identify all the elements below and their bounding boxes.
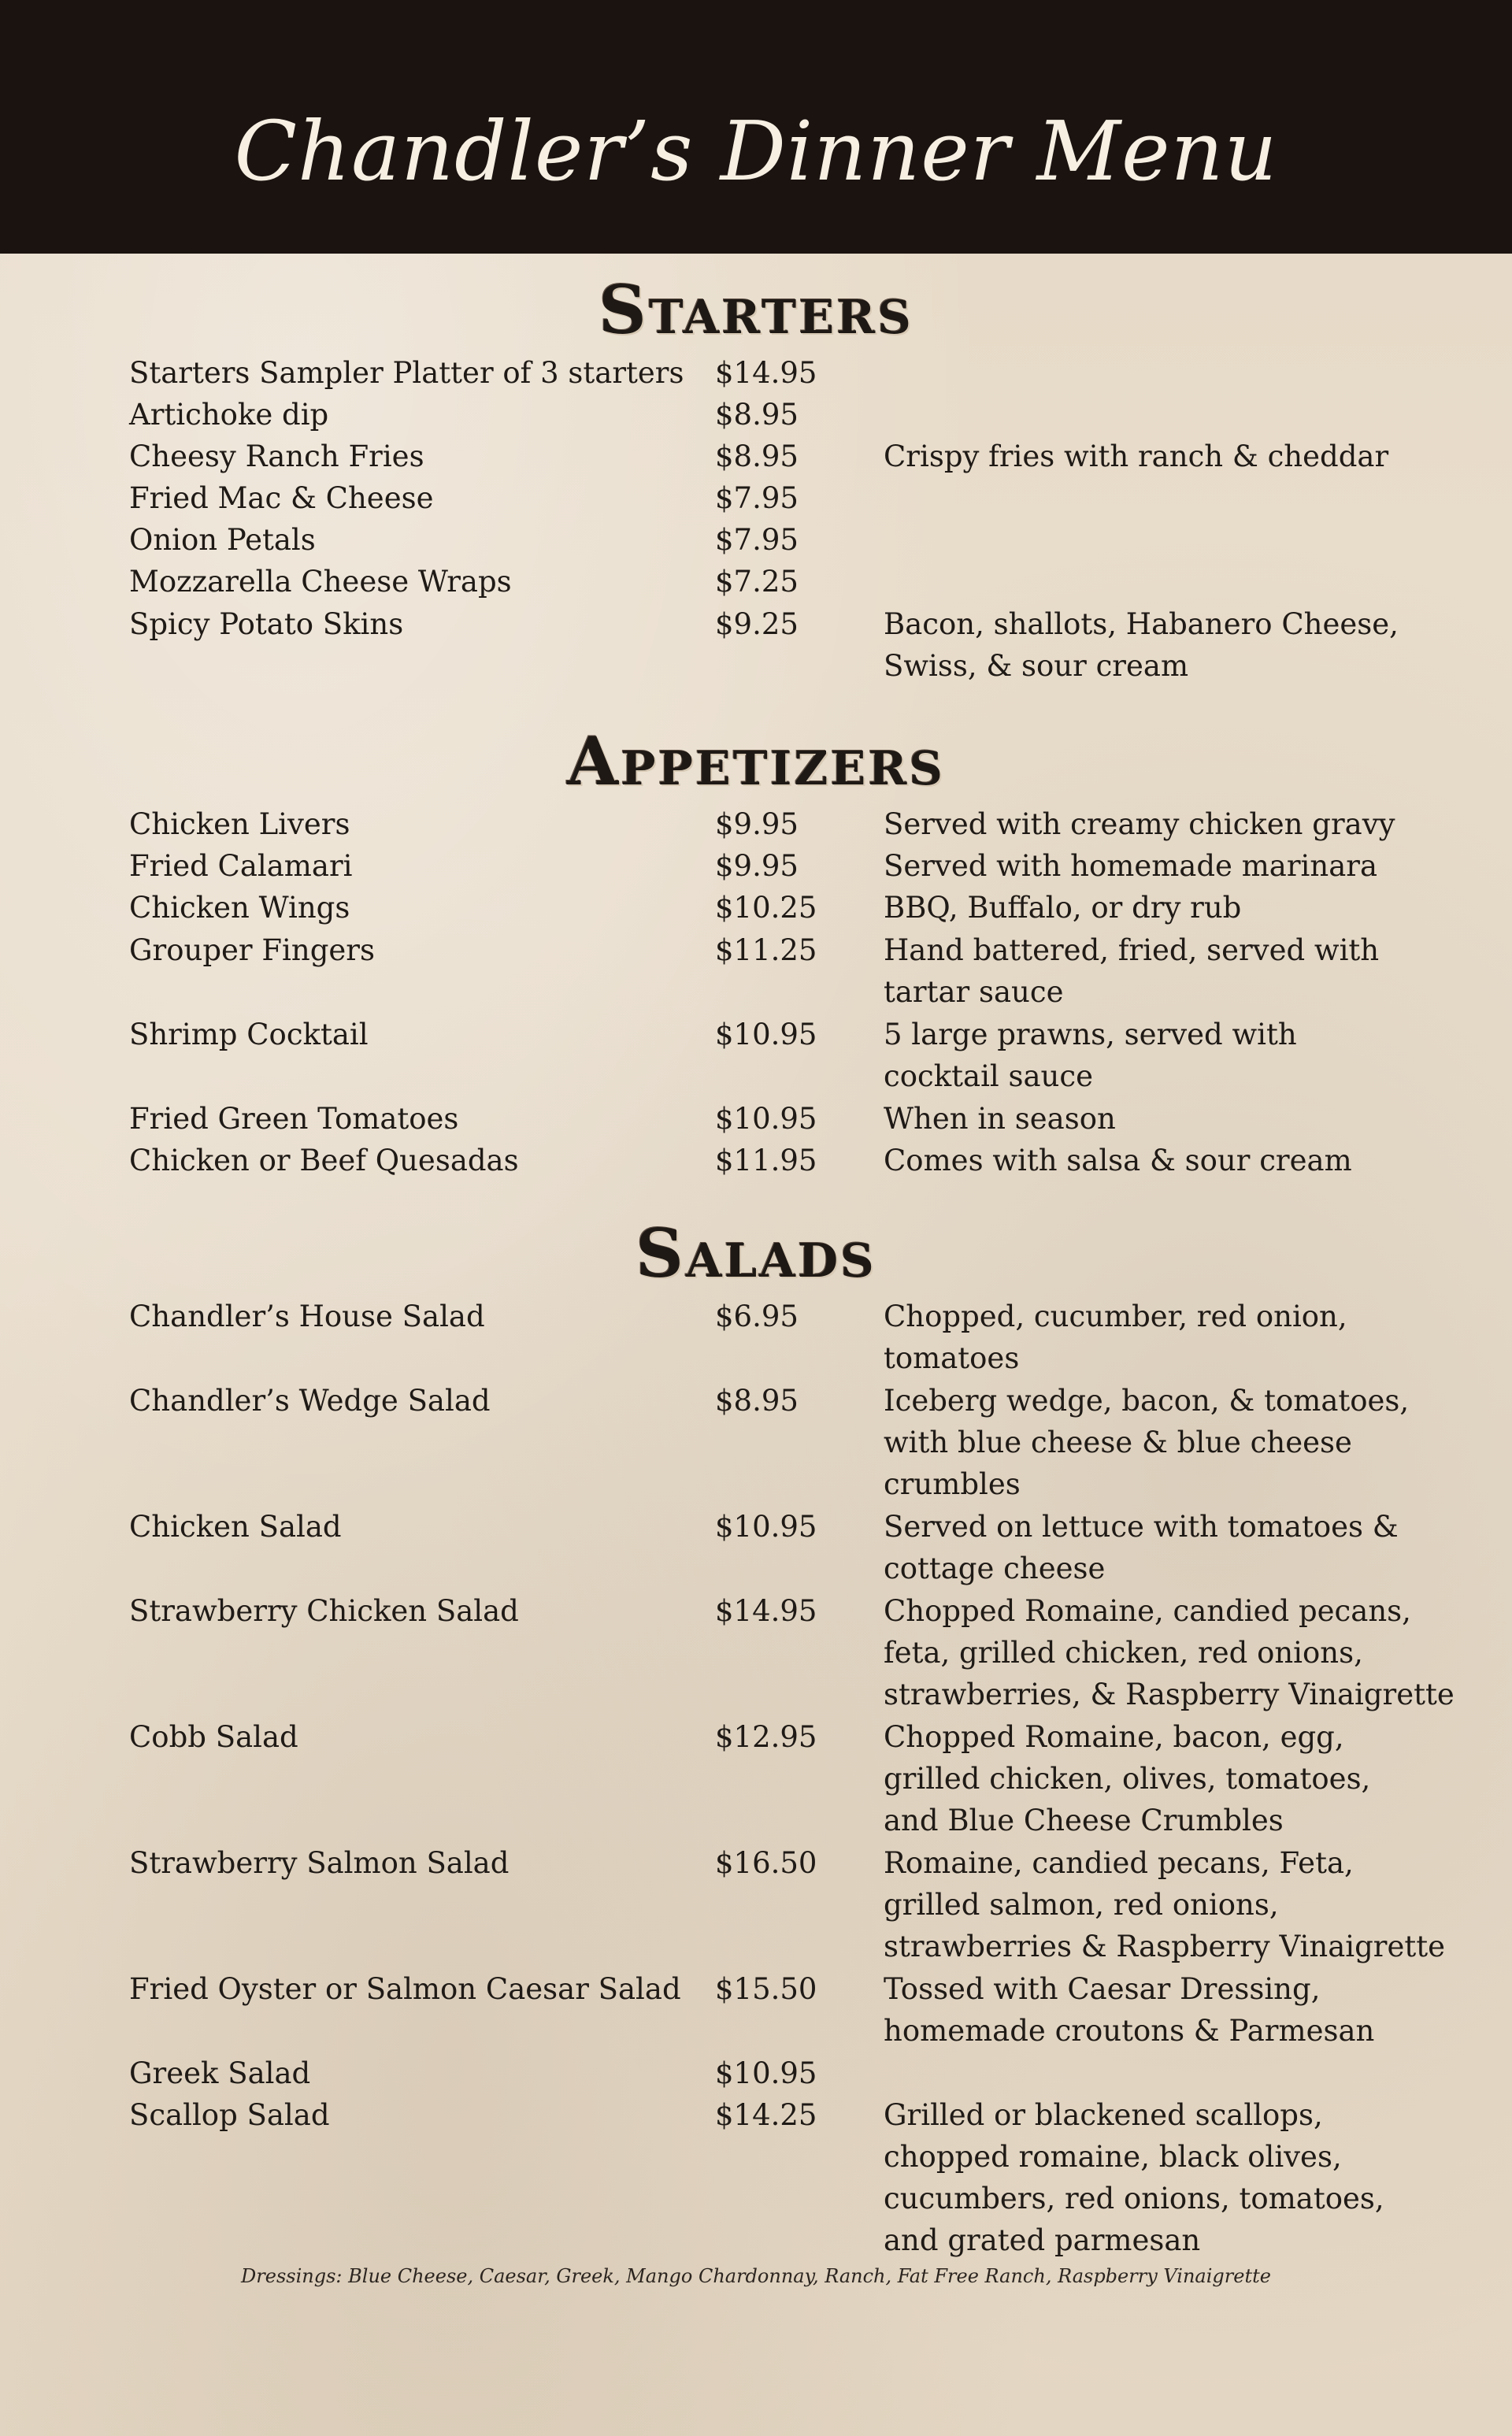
item-price: $8.95 (715, 439, 799, 473)
menu-title: Chandler’s Dinner Menu (234, 103, 1278, 199)
item-description: with blue cheese & blue cheese (884, 1426, 1352, 1459)
item-name: Mozzarella Cheese Wraps (129, 565, 512, 599)
item-description: feta, grilled chicken, red onions, (884, 1636, 1363, 1670)
item-description: Crispy fries with ranch & cheddar (884, 439, 1389, 473)
item-price: $10.95 (715, 1102, 817, 1136)
item-name: Artichoke dip (129, 398, 329, 432)
item-price: $7.95 (715, 481, 799, 515)
item-description: Chopped Romaine, bacon, egg, (884, 1720, 1344, 1754)
item-price: $14.95 (715, 356, 817, 390)
item-name: Strawberry Chicken Salad (129, 1594, 519, 1628)
item-price: $9.95 (715, 849, 799, 883)
item-price: $8.95 (715, 1384, 799, 1418)
item-name: Greek Salad (129, 2056, 311, 2090)
item-description: BBQ, Buffalo, or dry rub (884, 891, 1242, 925)
item-name: Chandler’s House Salad (129, 1300, 485, 1333)
item-description: tomatoes (884, 1341, 1020, 1375)
item-name: Chicken Livers (129, 807, 350, 841)
item-description: cottage cheese (884, 1552, 1106, 1585)
item-description: Tossed with Caesar Dressing, (884, 1972, 1321, 2006)
item-name: Scallop Salad (129, 2098, 330, 2132)
item-name: Chicken Salad (129, 1510, 342, 1544)
item-description: Chopped, cucumber, red onion, (884, 1300, 1347, 1333)
item-description: chopped romaine, black olives, (884, 2140, 1342, 2174)
item-name: Fried Calamari (129, 849, 353, 883)
item-description: Iceberg wedge, bacon, & tomatoes, (884, 1384, 1410, 1418)
item-description: homemade croutons & Parmesan (884, 2014, 1375, 2048)
item-price: $9.25 (715, 607, 799, 641)
item-price: $15.50 (715, 1972, 817, 2006)
menu-header (0, 0, 1512, 254)
item-description: Chopped Romaine, candied pecans, (884, 1594, 1411, 1628)
item-price: $12.95 (715, 1720, 817, 1754)
item-name: Strawberry Salmon Salad (129, 1846, 510, 1880)
item-description: Romaine, candied pecans, Feta, (884, 1846, 1354, 1880)
item-description: grilled chicken, olives, tomatoes, (884, 1762, 1371, 1796)
item-name: Chandler’s Wedge Salad (129, 1384, 491, 1418)
item-price: $10.25 (715, 891, 817, 925)
item-price: $8.95 (715, 398, 799, 432)
item-price: $11.95 (715, 1144, 817, 1177)
item-price: $10.95 (715, 1510, 817, 1544)
item-name: Fried Oyster or Salmon Caesar Salad (129, 1972, 681, 2006)
item-name: Fried Green Tomatoes (129, 1102, 459, 1136)
item-description: and grated parmesan (884, 2223, 1201, 2257)
item-price: $10.95 (715, 1018, 817, 1051)
item-description: grilled salmon, red onions, (884, 1888, 1279, 1922)
dressings-note: Dressings: Blue Cheese, Caesar, Greek, Mango Chardonnay, Ranch, Fat Free Ranch, Raspberry Vinaigrette (241, 2265, 1271, 2287)
section-title-appetizers: Appetizers (566, 722, 946, 800)
item-description: Bacon, shallots, Habanero Cheese, (884, 607, 1399, 641)
item-name: Starters Sampler Platter of 3 starters (129, 356, 684, 390)
item-name: Cheesy Ranch Fries (129, 439, 424, 473)
item-price: $16.50 (715, 1846, 817, 1880)
item-description: and Blue Cheese Crumbles (884, 1804, 1284, 1837)
item-description: Grilled or blackened scallops, (884, 2098, 1323, 2132)
item-description: strawberries & Raspberry Vinaigrette (884, 1930, 1445, 1963)
item-description: cucumbers, red onions, tomatoes, (884, 2182, 1384, 2215)
item-price: $14.95 (715, 1594, 817, 1628)
item-price: $6.95 (715, 1300, 799, 1333)
item-description: Served with homemade marinara (884, 849, 1378, 883)
item-price: $14.25 (715, 2098, 817, 2132)
item-price: $9.95 (715, 807, 799, 841)
item-description: When in season (884, 1102, 1116, 1136)
item-description: strawberries, & Raspberry Vinaigrette (884, 1678, 1455, 1711)
item-name: Shrimp Cocktail (129, 1018, 369, 1051)
item-description: Comes with salsa & sour cream (884, 1144, 1352, 1177)
item-name: Spicy Potato Skins (129, 607, 404, 641)
item-price: $7.25 (715, 565, 799, 599)
item-description: Served with creamy chicken gravy (884, 807, 1395, 841)
item-name: Cobb Salad (129, 1720, 298, 1754)
item-name: Onion Petals (129, 523, 316, 557)
item-price: $11.25 (715, 933, 817, 967)
item-price: $7.95 (715, 523, 799, 557)
item-description: Swiss, & sour cream (884, 649, 1189, 683)
item-description: 5 large prawns, served with (884, 1018, 1297, 1051)
item-description: crumbles (884, 1467, 1021, 1501)
item-description: Served on lettuce with tomatoes & (884, 1510, 1399, 1544)
item-name: Fried Mac & Cheese (129, 481, 434, 515)
section-title-starters: Starters (598, 271, 914, 349)
item-price: $10.95 (715, 2056, 817, 2090)
item-name: Grouper Fingers (129, 933, 375, 967)
section-title-salads: Salads (636, 1214, 876, 1292)
item-name: Chicken Wings (129, 891, 350, 925)
item-name: Chicken or Beef Quesadas (129, 1144, 519, 1177)
item-description: cocktail sauce (884, 1059, 1093, 1093)
item-description: tartar sauce (884, 975, 1064, 1009)
item-description: Hand battered, fried, served with (884, 933, 1380, 967)
